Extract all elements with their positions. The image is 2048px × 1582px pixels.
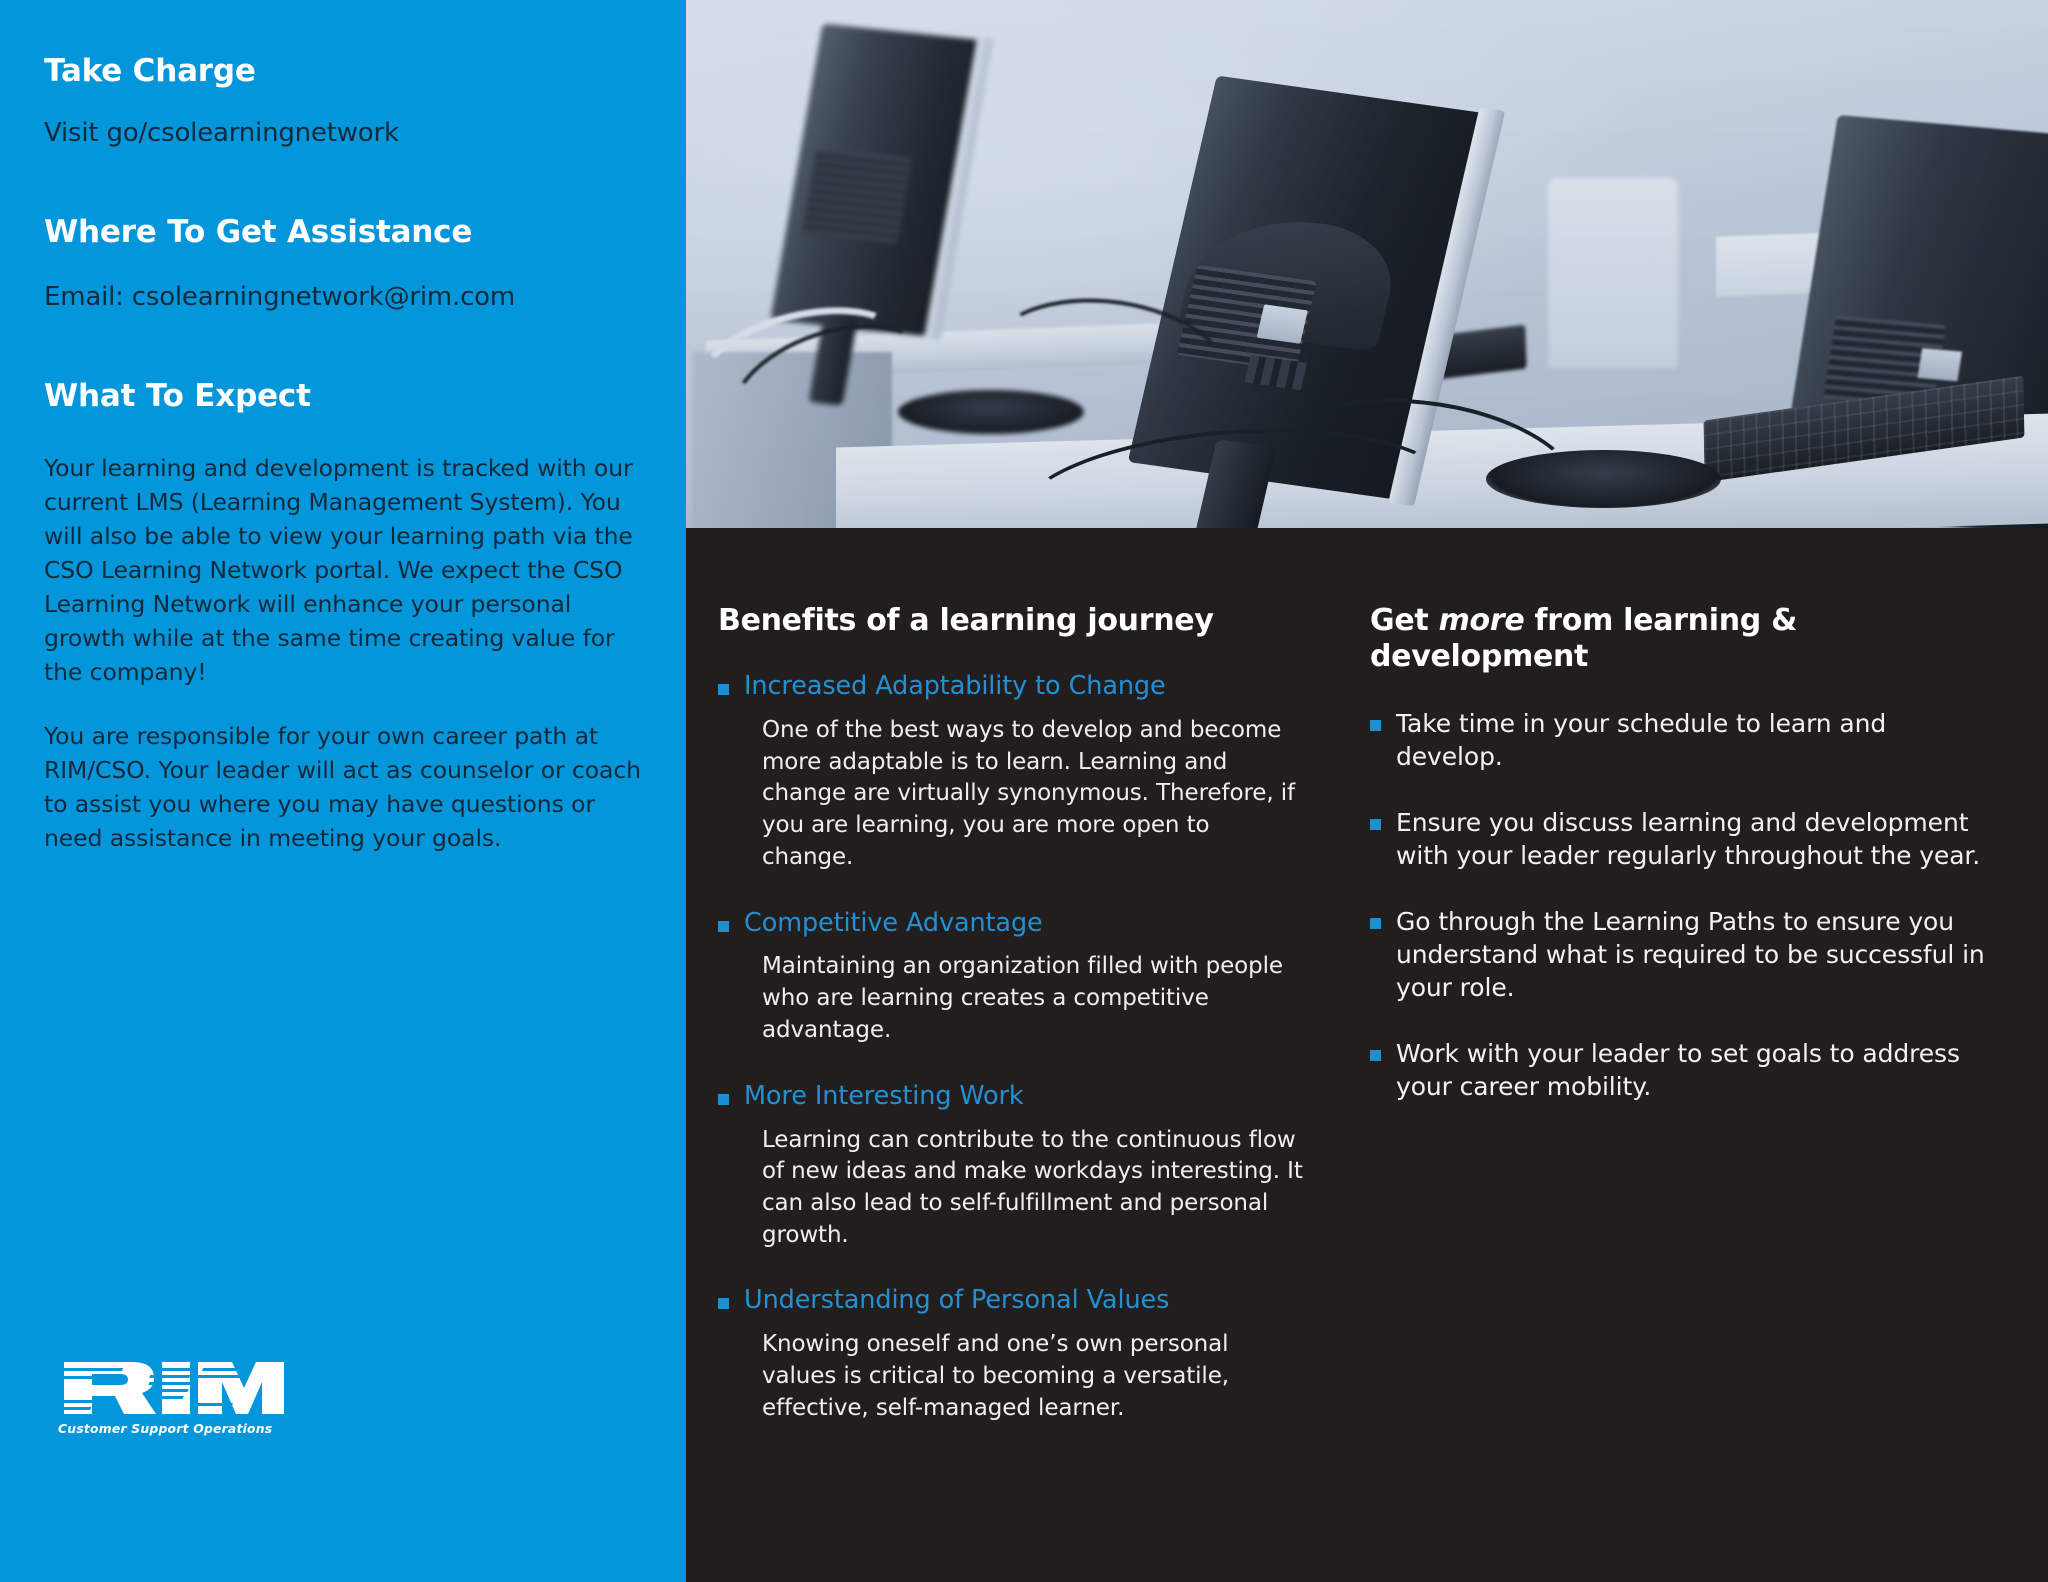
get-more-title-emphasis: more: [1438, 603, 1525, 638]
benefit-heading: More Interesting Work: [744, 1080, 1024, 1111]
benefit-heading: Increased Adaptability to Change: [744, 671, 1166, 701]
benefit-item: [718, 908, 1306, 1047]
assistance-email: Email: csolearningnetwork@rim.com: [44, 282, 515, 313]
get-more-item: [1370, 707, 1988, 773]
get-more-item: [1370, 806, 1988, 872]
get-more-item: [1370, 1037, 1988, 1103]
square-bullet-icon: [1370, 819, 1381, 830]
benefit-body: Knowing oneself and one’s own personal values is critical to becoming a versatile, effective, self-managed learner.: [762, 1331, 1229, 1421]
square-bullet-icon: [718, 1298, 729, 1309]
photo-blue-tint: [686, 0, 2048, 528]
benefit-item: [718, 1081, 1306, 1252]
benefit-body: Learning can contribute to the continuous flow of new ideas and make workdays interesting. It can also lead to self-fulfillment and personal growth.: [762, 1126, 1303, 1248]
benefit-item: [718, 671, 1306, 874]
take-charge-body: Visit go/csolearningnetwork: [44, 117, 399, 148]
get-more-text: Ensure you discuss learning and development with your leader regularly throughout the year.: [1396, 808, 1981, 870]
get-more-text: Take time in your schedule to learn and develop.: [1396, 709, 1887, 771]
get-more-title-pre: Get: [1370, 603, 1439, 638]
benefit-body: One of the best ways to develop and become more adaptable is to learn. Learning and change are virtually synonymous. Therefore, if you are learning, you are more open to change.: [762, 716, 1296, 870]
rim-wordmark-icon: [58, 1356, 288, 1420]
what-to-expect-heading: What To Expect: [44, 378, 311, 415]
square-bullet-icon: [718, 684, 729, 695]
get-more-column: [1346, 528, 2048, 1425]
get-more-text: Work with your leader to set goals to address your career mobility.: [1396, 1039, 1960, 1101]
benefits-column: [686, 528, 1346, 1425]
get-more-title-post: from learning & development: [1370, 603, 1797, 674]
square-bullet-icon: [718, 1094, 729, 1105]
office-monitors-photo: [686, 0, 2048, 528]
logo-tagline: Customer Support Operations: [58, 1421, 273, 1436]
square-bullet-icon: [1370, 918, 1381, 929]
get-more-text: Go through the Learning Paths to ensure you understand what is required to be successful in your role.: [1396, 907, 1985, 1002]
get-more-title: [1370, 603, 1988, 675]
benefit-heading: Competitive Advantage: [744, 907, 1043, 938]
take-charge-heading: Take Charge: [44, 53, 256, 89]
benefit-item: [718, 1285, 1306, 1424]
svg-text:®: ®: [273, 1365, 282, 1375]
get-more-item: [1370, 905, 1988, 1004]
benefit-heading: Understanding of Personal Values: [744, 1285, 1170, 1316]
square-bullet-icon: [718, 921, 729, 932]
what-to-expect-paragraph-1: Your learning and development is tracked with our current LMS (Learning Management System). You will also be able to view your learning path via the CSO Learning Network portal. We expect the CSO Learning Network will enhance your personal growth while at the same time creating value for the company!: [44, 453, 633, 687]
square-bullet-icon: [1370, 720, 1381, 731]
assistance-heading: Where To Get Assistance: [44, 213, 473, 250]
what-to-expect-paragraph-2: You are responsible for your own career path at RIM/CSO. Your leader will act as counselor or coach to assist you where you may have questions or need assistance in meeting your goals.: [44, 722, 641, 853]
square-bullet-icon: [1370, 1050, 1381, 1061]
benefit-body: Maintaining an organization filled with people who are learning creates a competitive advantage.: [762, 953, 1283, 1043]
rim-logo: [58, 1356, 288, 1436]
left-info-panel: [0, 0, 686, 1582]
benefits-title: Benefits of a learning journey: [718, 603, 1214, 638]
dark-content-panel: [686, 528, 2048, 1582]
